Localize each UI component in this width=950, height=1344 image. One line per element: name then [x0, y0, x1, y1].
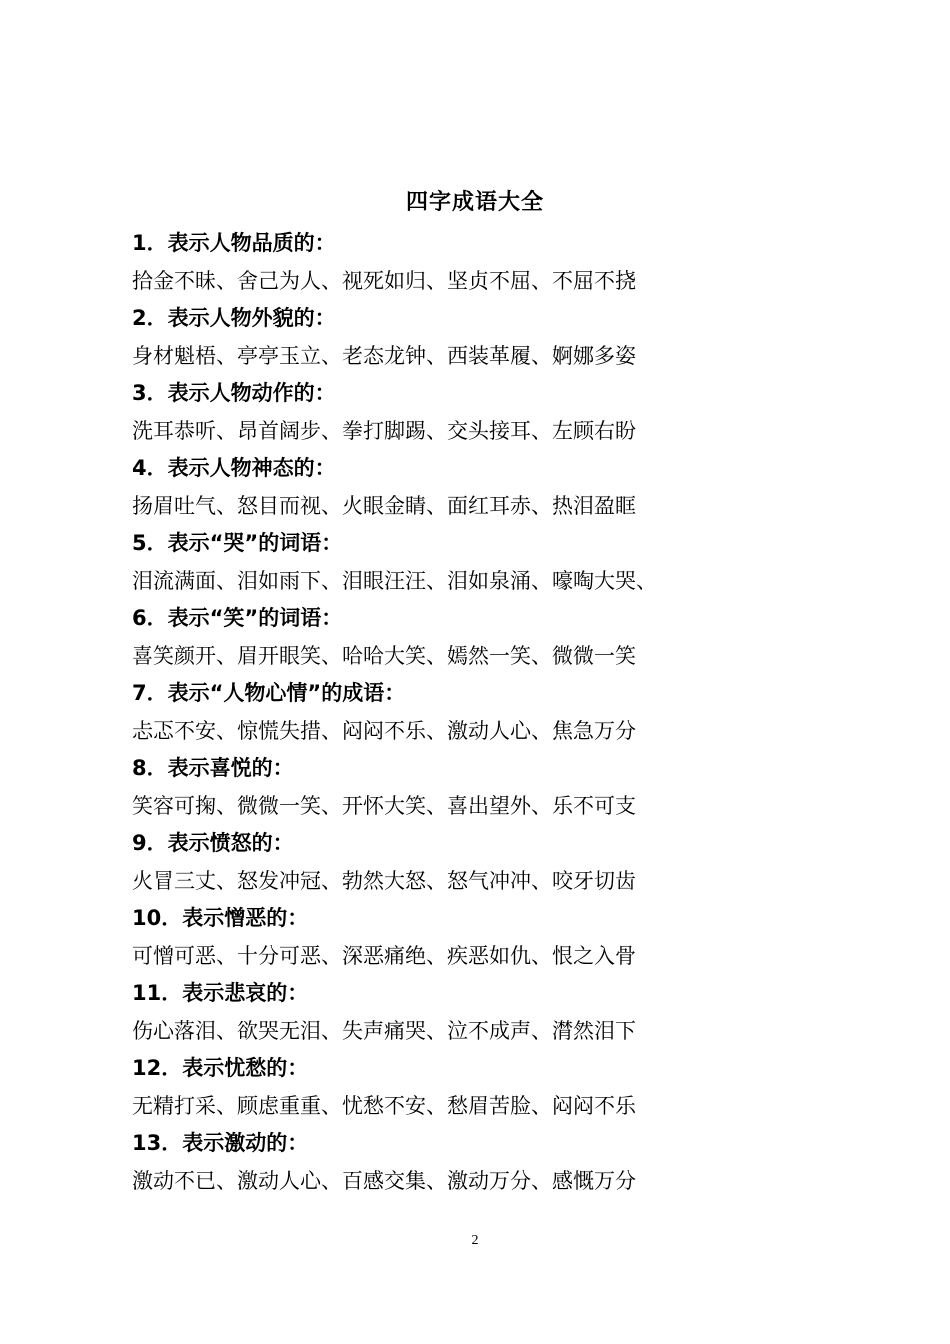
section-idioms: 洗耳恭听、昂首阔步、拳打脚踢、交头接耳、左顾右盼: [132, 418, 636, 443]
section-idioms: 伤心落泪、欲哭无泪、失声痛哭、泣不成声、潸然泪下: [132, 1018, 636, 1043]
section-idioms: 激动不已、激动人心、百感交集、激动万分、感慨万分: [132, 1168, 636, 1193]
section-heading: 6．表示“笑”的词语：: [132, 606, 343, 630]
section-heading: 3．表示人物动作的：: [132, 381, 336, 405]
section-4: [132, 450, 832, 525]
section-heading: 13．表示激动的：: [132, 1131, 309, 1155]
section-idioms: 拾金不昧、舍己为人、视死如归、坚贞不屈、不屈不挠: [132, 268, 636, 293]
section-idioms: 忐忑不安、惊慌失措、闷闷不乐、激动人心、焦急万分: [132, 718, 636, 743]
section-12: [132, 1050, 832, 1125]
section-idioms: 火冒三丈、怒发冲冠、勃然大怒、怒气冲冲、咬牙切齿: [132, 868, 636, 893]
section-idioms: 笑容可掬、微微一笑、开怀大笑、喜出望外、乐不可支: [132, 793, 636, 818]
section-5: [132, 525, 832, 600]
section-heading: 5．表示“哭”的词语：: [132, 531, 343, 555]
idiom-list: [132, 225, 832, 1200]
section-10: [132, 900, 832, 975]
section-heading: 4．表示人物神态的：: [132, 456, 336, 480]
section-1: [132, 225, 832, 300]
section-11: [132, 975, 832, 1050]
section-13: [132, 1125, 832, 1200]
section-heading: 7．表示“人物心情”的成语：: [132, 681, 406, 705]
document-title: 四字成语大全: [405, 190, 544, 215]
section-idioms: 喜笑颜开、眉开眼笑、哈哈大笑、嫣然一笑、微微一笑: [132, 643, 636, 668]
section-6: [132, 600, 832, 675]
section-idioms: 身材魁梧、亭亭玉立、老态龙钟、西装革履、婀娜多姿: [132, 343, 636, 368]
section-idioms: 可憎可恶、十分可恶、深恶痛绝、疾恶如仇、恨之入骨: [132, 943, 636, 968]
page-number: 2: [471, 1233, 479, 1248]
section-7: [132, 675, 832, 750]
section-heading: 8．表示喜悦的：: [132, 756, 294, 780]
section-idioms: 扬眉吐气、怒目而视、火眼金睛、面红耳赤、热泪盈眶: [132, 493, 636, 518]
section-3: [132, 375, 832, 450]
section-2: [132, 300, 832, 375]
section-idioms: 泪流满面、泪如雨下、泪眼汪汪、泪如泉涌、嚎啕大哭、: [132, 568, 657, 593]
section-8: [132, 750, 832, 825]
section-9: [132, 825, 832, 900]
section-heading: 1．表示人物品质的：: [132, 231, 336, 255]
section-idioms: 无精打采、顾虑重重、忧愁不安、愁眉苦脸、闷闷不乐: [132, 1093, 636, 1118]
section-heading: 11．表示悲哀的：: [132, 981, 309, 1005]
section-heading: 2．表示人物外貌的：: [132, 306, 336, 330]
section-heading: 10．表示憎恶的：: [132, 906, 309, 930]
section-heading: 12．表示忧愁的：: [132, 1056, 309, 1080]
section-heading: 9．表示愤怒的：: [132, 831, 294, 855]
